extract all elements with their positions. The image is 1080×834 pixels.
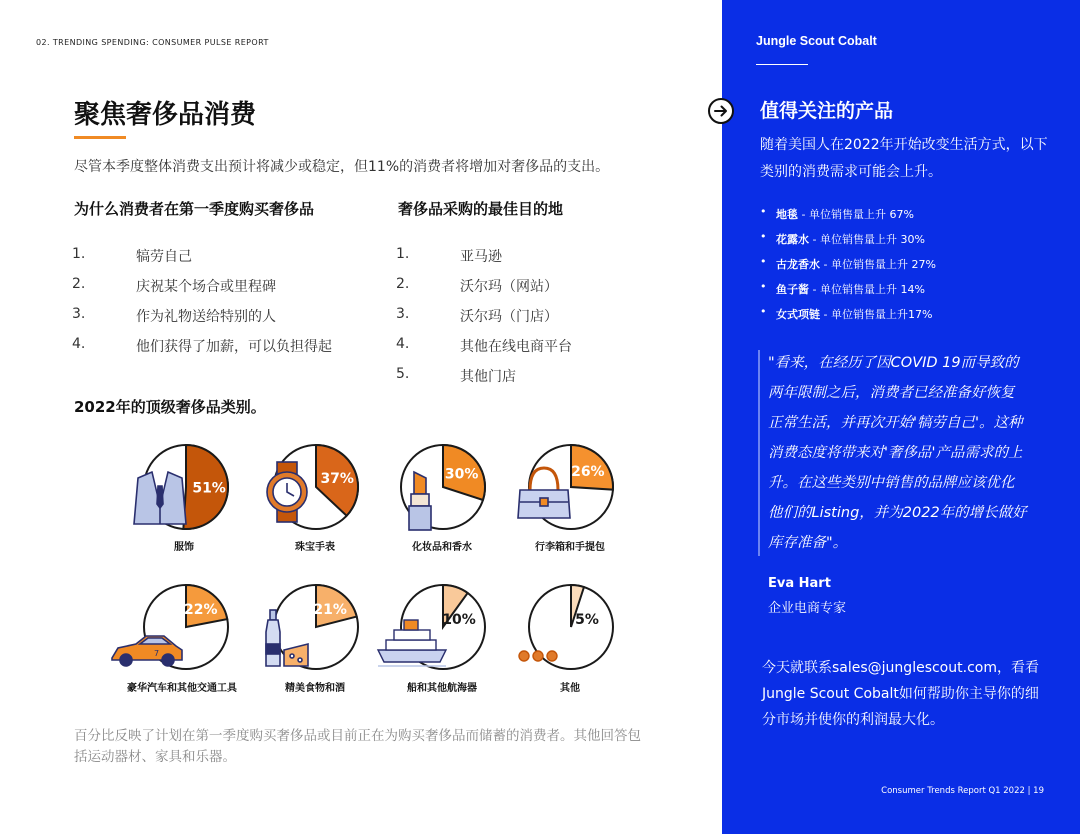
product-detail: - 单位销售量上升 67% <box>798 208 914 221</box>
list-item <box>72 336 372 366</box>
product-bullet <box>760 231 936 256</box>
pie-value-label: 22% <box>183 602 218 619</box>
product-bullet <box>760 256 936 281</box>
list-item <box>396 336 696 366</box>
list-item-text: 其他在线电商平台 <box>460 339 572 355</box>
panel-title: 值得关注的产品 <box>760 100 894 122</box>
product-name: 女式项链 <box>776 308 820 321</box>
footnote: 百分比反映了计划在第一季度购买奢侈品或目前正在为购买奢侈品而储蓄的消费者。其他回答包括运动器材、家具和乐器。 <box>74 728 641 765</box>
list-item <box>396 366 696 396</box>
list-item-text: 作为礼物送给特别的人 <box>136 309 276 325</box>
why-list <box>72 246 372 366</box>
product-name: 古龙香水 <box>776 258 820 271</box>
pie-category-label: 船和其他航海器 <box>407 683 477 694</box>
product-bullet <box>760 281 936 306</box>
pie-category-label: 服饰 <box>174 542 194 553</box>
product-name: 地毯 <box>776 208 798 221</box>
product-bullets <box>760 206 936 331</box>
product-detail: - 单位销售量上升 14% <box>809 283 925 296</box>
product-bullet <box>760 206 936 231</box>
suit-icon <box>120 465 200 535</box>
arrow-right-icon <box>708 98 734 124</box>
list-item <box>396 306 696 336</box>
pie-category-label: 豪华汽车和其他交通工具 <box>127 683 237 694</box>
list-item-number: 5. <box>396 366 410 382</box>
list-item-number: 4. <box>396 336 410 352</box>
wine-cheese-icon <box>252 605 332 675</box>
lipstick-icon <box>380 465 460 535</box>
list-item <box>72 306 372 336</box>
lead-text: 尽管本季度整体消费支出预计将减少或稳定，但11%的消费者将增加对奢侈品的支出。 <box>74 159 610 175</box>
product-detail: - 单位销售量上升17% <box>820 308 933 321</box>
section-header: 02. TRENDING SPENDING: CONSUMER PULSE REPORT <box>36 38 269 47</box>
list-item-text: 亚马逊 <box>460 249 502 265</box>
watch-icon <box>247 457 327 527</box>
product-detail: - 单位销售量上升 30% <box>809 233 925 246</box>
pie-value-label: 10% <box>442 612 476 628</box>
list-item-number: 4. <box>72 336 86 352</box>
brand-name: Jungle Scout Cobalt <box>756 34 877 48</box>
list-item-number: 1. <box>72 246 86 262</box>
quote-author-role: 企业电商专家 <box>768 601 847 616</box>
quote-author: Eva Hart <box>768 576 831 591</box>
list-item-text: 沃尔玛（门店） <box>460 309 558 325</box>
pie-category-label: 行李箱和手提包 <box>535 542 605 553</box>
pie-category-label: 珠宝手表 <box>295 542 335 553</box>
pie-category-label: 化妆品和香水 <box>412 542 472 553</box>
list-item-number: 3. <box>396 306 410 322</box>
quote-bar <box>758 350 760 556</box>
why-heading: 为什么消费者在第一季度购买奢侈品 <box>74 200 315 218</box>
product-name: 花露水 <box>776 233 809 246</box>
pie-value-label: 51% <box>192 480 226 497</box>
list-item-text: 沃尔玛（网站） <box>460 279 558 295</box>
svg-text:7: 7 <box>154 649 160 658</box>
pie-value-label: 30% <box>444 466 479 483</box>
cruise-ship-icon <box>372 611 452 681</box>
pie-value-label: 21% <box>313 601 347 618</box>
list-item-text: 其他门店 <box>460 369 516 385</box>
title-underline <box>74 136 126 139</box>
contact-text: 今天就联系sales@junglescout.com，看看Jungle Scout Cobalt如何帮助你主导你的细分市场并使你的利润最大化。 <box>762 660 1039 728</box>
list-item-text: 庆祝某个场合或里程碑 <box>136 279 276 295</box>
categories-heading: 2022年的顶级奢侈品类别。 <box>74 398 266 416</box>
quote-text: "看来，在经历了因COVID 19而导致的两年限制之后，消费者已经准备好恢复正常生活，并再次开始'犒劳自己'。这种消费态度将带来对'奢侈品'产品需求的上升。在这些类别中销售的品牌应该优化他们的Listing，并为2022年的增长做好库存准备"。 <box>768 355 1027 551</box>
product-detail: - 单位销售量上升 27% <box>820 258 936 271</box>
pie-category-label: 精美食物和酒 <box>285 683 345 694</box>
panel-lead: 随着美国人在2022年开始改变生活方式，以下类别的消费需求可能会上升。 <box>760 137 1048 180</box>
pie-value-label: 37% <box>320 470 354 487</box>
list-item-number: 2. <box>396 276 410 292</box>
list-item <box>396 246 696 276</box>
pie-value-label: 5% <box>575 612 599 628</box>
destinations-list <box>396 246 696 396</box>
page-number: Consumer Trends Report Q1 2022 | 19 <box>881 786 1044 796</box>
pie-category-label: 其他 <box>560 683 580 694</box>
handbag-icon <box>504 461 584 531</box>
brand-underline <box>756 64 808 65</box>
destinations-heading: 奢侈品采购的最佳目的地 <box>398 200 564 218</box>
list-item-text: 他们获得了加薪，可以负担得起 <box>136 339 332 355</box>
list-item <box>72 246 372 276</box>
list-item <box>72 276 372 306</box>
list-item-text: 犒劳自己 <box>136 249 192 265</box>
sports-car-icon <box>106 617 186 687</box>
product-name: 鱼子酱 <box>776 283 809 296</box>
page-title: 聚焦奢侈品消费 <box>74 100 257 130</box>
side-panel <box>722 0 1080 834</box>
list-item <box>396 276 696 306</box>
product-bullet <box>760 306 936 331</box>
list-item-number: 1. <box>396 246 410 262</box>
pie-value-label: 26% <box>571 464 605 481</box>
list-item-number: 2. <box>72 276 86 292</box>
list-item-number: 3. <box>72 306 86 322</box>
